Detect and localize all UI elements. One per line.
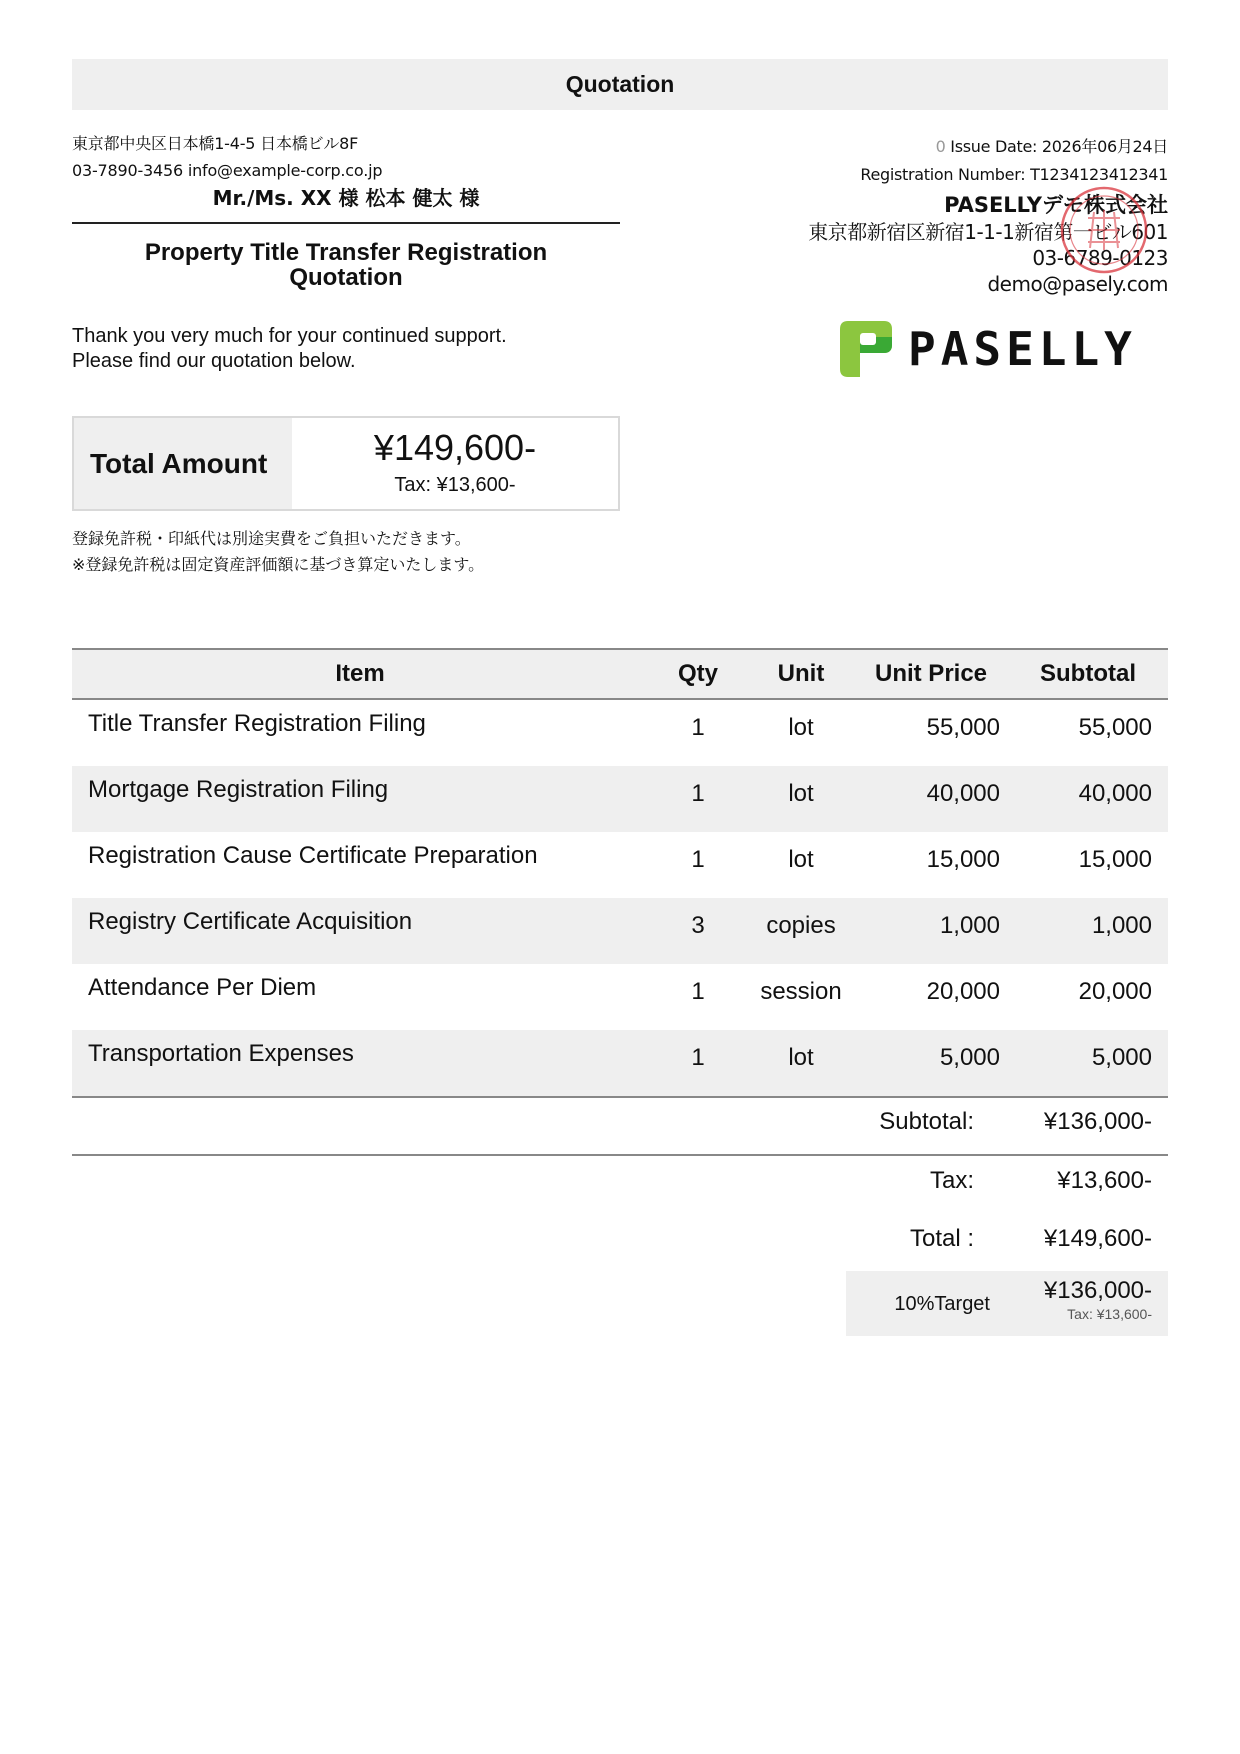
row-subtotal: 1,000	[1091, 912, 1152, 939]
summary-subtotal-value: ¥136,000-	[1043, 1108, 1152, 1135]
items-table	[72, 648, 1168, 1098]
logo-mark-icon	[838, 319, 894, 379]
table-row	[72, 1030, 1168, 1096]
client-contact: 03-7890-3456 info@example-corp.co.jp	[72, 161, 383, 180]
company-logo	[838, 318, 1168, 380]
row-qty: 3	[691, 912, 705, 939]
total-amount-value-cell	[292, 418, 618, 509]
header-item: Item	[335, 660, 385, 687]
logo-wordmark: PASELLY	[908, 322, 1137, 376]
row-unit-price: 40,000	[926, 780, 1000, 807]
tax-target-amount: ¥136,000-	[1043, 1277, 1152, 1304]
header-subtotal: Subtotal	[1040, 660, 1136, 687]
table-row	[72, 898, 1168, 964]
row-unit: lot	[788, 780, 814, 807]
row-unit-price: 15,000	[926, 846, 1000, 873]
tax-target-tax: Tax: ¥13,600-	[1067, 1306, 1152, 1322]
header-qty: Qty	[677, 660, 718, 687]
client-block	[72, 130, 620, 224]
table-row	[72, 766, 1168, 832]
issue-date: Issue Date: 2026年06月24日	[950, 137, 1168, 156]
company-seal-stamp	[1058, 184, 1150, 276]
row-unit-price: 20,000	[926, 978, 1000, 1005]
note-line: 登録免許税・印紙代は別途実費をご負担いただきます。	[72, 529, 471, 548]
table-row	[72, 700, 1168, 766]
row-subtotal: 55,000	[1078, 714, 1152, 741]
header-unit-price: Unit Price	[874, 660, 988, 687]
tax-target-values	[990, 1271, 1168, 1336]
summary-tax-label: Tax:	[929, 1167, 974, 1194]
summary-total	[72, 1225, 1168, 1253]
row-qty: 1	[691, 978, 705, 1005]
total-amount-value: ¥149,600-	[373, 426, 537, 468]
table-row	[72, 832, 1168, 898]
row-item: Title Transfer Registration Filing	[88, 710, 426, 737]
subject-line-1: Property Title Transfer Registration	[144, 239, 548, 266]
row-item: Registry Certificate Acquisition	[88, 908, 413, 935]
summary-total-value: ¥149,600-	[1043, 1225, 1152, 1252]
note-line: ※登録免許税は固定資産評価額に基づき算定いたします。	[72, 555, 485, 574]
summary-total-label: Total :	[909, 1225, 974, 1252]
client-address: 東京都中央区日本橋1-4-5 日本橋ビル8F	[72, 134, 359, 153]
quotation-subject	[72, 240, 620, 290]
row-item: Transportation Expenses	[88, 1040, 354, 1067]
row-unit: lot	[788, 714, 814, 741]
row-subtotal: 5,000	[1091, 1044, 1152, 1071]
subject-line-2: Quotation	[289, 264, 403, 291]
total-amount-label: Total Amount	[74, 418, 292, 509]
greeting-line-1: Thank you very much for your continued support.	[72, 325, 507, 347]
row-qty: 1	[691, 846, 705, 873]
tax-target-breakdown	[846, 1271, 1168, 1336]
issuer-email: demo@pasely.com	[987, 272, 1168, 296]
row-item: Registration Cause Certificate Preparation	[88, 842, 538, 869]
greeting-line-2: Please find our quotation below.	[72, 350, 356, 372]
table-bottom-rule	[72, 1096, 1168, 1098]
table-header	[72, 648, 1168, 700]
summary-tax-value: ¥13,600-	[1057, 1167, 1152, 1194]
row-item: Attendance Per Diem	[88, 974, 317, 1001]
row-qty: 1	[691, 1044, 705, 1071]
issuer-phone: 03-6789-0123	[1032, 246, 1168, 270]
row-subtotal: 15,000	[1078, 846, 1152, 873]
row-qty: 1	[691, 780, 705, 807]
registration-number: Registration Number: T1234123412341	[860, 165, 1168, 184]
row-unit-price: 1,000	[939, 912, 1000, 939]
row-subtotal: 20,000	[1078, 978, 1152, 1005]
row-qty: 1	[691, 714, 705, 741]
total-amount-tax: Tax: ¥13,600-	[394, 473, 516, 496]
summary-divider	[72, 1154, 1168, 1156]
row-item: Mortgage Registration Filing	[88, 776, 389, 803]
notes	[72, 526, 484, 578]
header-unit: Unit	[777, 660, 825, 687]
total-amount-box	[72, 416, 620, 511]
issue-date-line	[700, 133, 1168, 161]
table-row	[72, 964, 1168, 1030]
row-subtotal: 40,000	[1078, 780, 1152, 807]
row-unit-price: 5,000	[939, 1044, 1000, 1071]
row-unit-price: 55,000	[926, 714, 1000, 741]
client-name: Mr./Ms. XX 様 松本 健太 様	[72, 184, 620, 224]
issuer-address: 東京都新宿区新宿1-1-1新宿第一ビル601	[808, 220, 1168, 244]
tax-target-label: 10%Target	[894, 1293, 990, 1315]
summary-tax	[72, 1167, 1168, 1195]
row-unit: lot	[788, 1044, 814, 1071]
summary-subtotal-label: Subtotal:	[879, 1108, 974, 1135]
greeting	[72, 324, 620, 374]
document-number: 0	[935, 137, 946, 156]
summary-subtotal	[72, 1108, 1168, 1136]
row-unit: session	[760, 978, 842, 1005]
issuer-company: PASELLYデモ株式会社	[944, 193, 1168, 217]
row-unit: lot	[788, 846, 814, 873]
row-unit: copies	[766, 912, 836, 939]
document-title: Quotation	[72, 59, 1168, 110]
